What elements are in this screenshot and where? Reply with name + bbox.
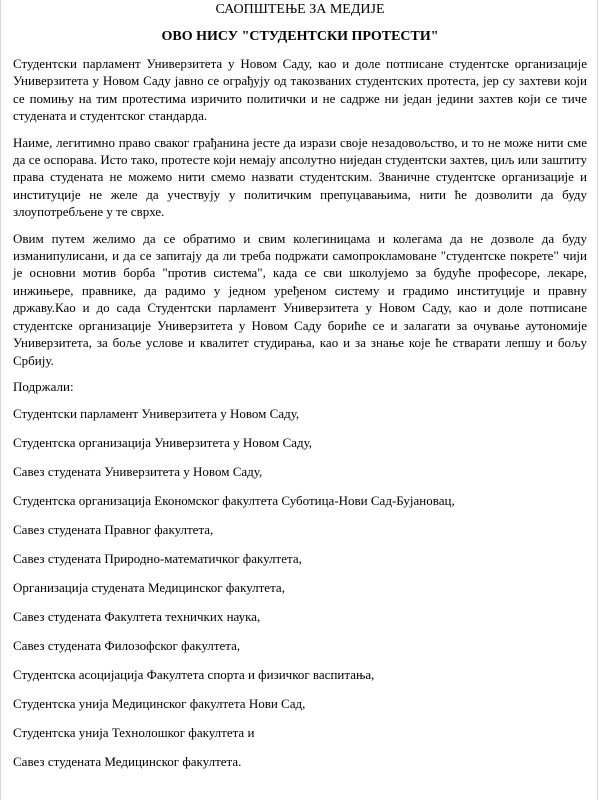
paragraph-1: Студентски парламент Универзитета у Новом Саду, као и доле потписане студентске организације Универзитета у Новом Саду јавно се ограђују од такозваних студентских протеста, јер су захтеви који се помињу на тим протестима изричито политички и не садрже ни један једини захтев који се тиче студената и студентског стандарда. [13, 56, 587, 124]
supporter-item: Савез студената Медицинског факултета. [13, 753, 242, 769]
supporter-item: Савез студената Правног факултета, [13, 521, 214, 537]
supporter-item: Студентски парламент Универзитета у Новом Саду, [13, 405, 300, 421]
supporter-item: Студентска организација Универзитета у Новом Саду, [13, 434, 313, 450]
supporter-item: Савез студената Универзитета у Новом Саду, [13, 463, 263, 479]
supported-by-label: Подржали: [13, 378, 74, 394]
paragraph-3: Овим путем желимо да се обратимо и свим колегиницама и колегама да не дозволе да буду изманипулисани, и да се запитају да ли треба подржати самопрокламоване "студентске покрете" чији је основни мотив борба "против система", када се сви школујемо за будуће професоре, лекаре, инжињере, правнике, да радимо у једном уређеном систему и градимо институције и правну државу.Као и до сада Студентски парламент Универзитета у Новом Саду, као и доле потписане студентске организације Универзитета у Новом Саду бориће се и залагати за очување аутономије Универзитета, за боље услове и квалитет студирања, као и за знање које ће стварати лепшу и бољу Србију. [13, 230, 587, 368]
document-header: САОПШТЕЊЕ ЗА МЕДИЈЕ [215, 2, 385, 17]
document-body[interactable] [13, 0, 587, 782]
supporter-item: Организација студената Медицинског факултета, [13, 579, 285, 595]
supporter-item: Савез студената Филозофског факултета, [13, 637, 241, 653]
supporter-item: Студентска асоцијација Факултета спорта и физичког васпитања, [13, 666, 375, 682]
paragraph-2: Наиме, легитимно право сваког грађанина јесте да изрази своје незадовољство, и то не може нити сме да се оспорава. Исто тако, протесте који немају апсолутно ниједан студентски захтев, циљ или заштиту права студената не можемо нити смемо назвати студентским. Званичне студентске организације и институције не желе да учествују у политичким препуцавањима, нити ће дозволити да буду злоупотребљене у те сврхе. [13, 134, 587, 220]
supporters-list [13, 405, 587, 782]
document-title: ОВО НИСУ "СТУДЕНТСКИ ПРОТЕСТИ" [161, 29, 439, 44]
supporter-item: Савез студената Природно-математичког факултета, [13, 550, 302, 566]
supporter-item: Студентска унија Медицинског факултета Нови Сад, [13, 695, 306, 711]
supporter-item: Студентска унија Технолошког факултета и [13, 724, 255, 740]
supporter-item: Савез студената Факултета техничких наука, [13, 608, 261, 624]
supporter-item: Студентска организација Економског факултета Суботица-Нови Сад-Бујановац, [13, 492, 455, 508]
